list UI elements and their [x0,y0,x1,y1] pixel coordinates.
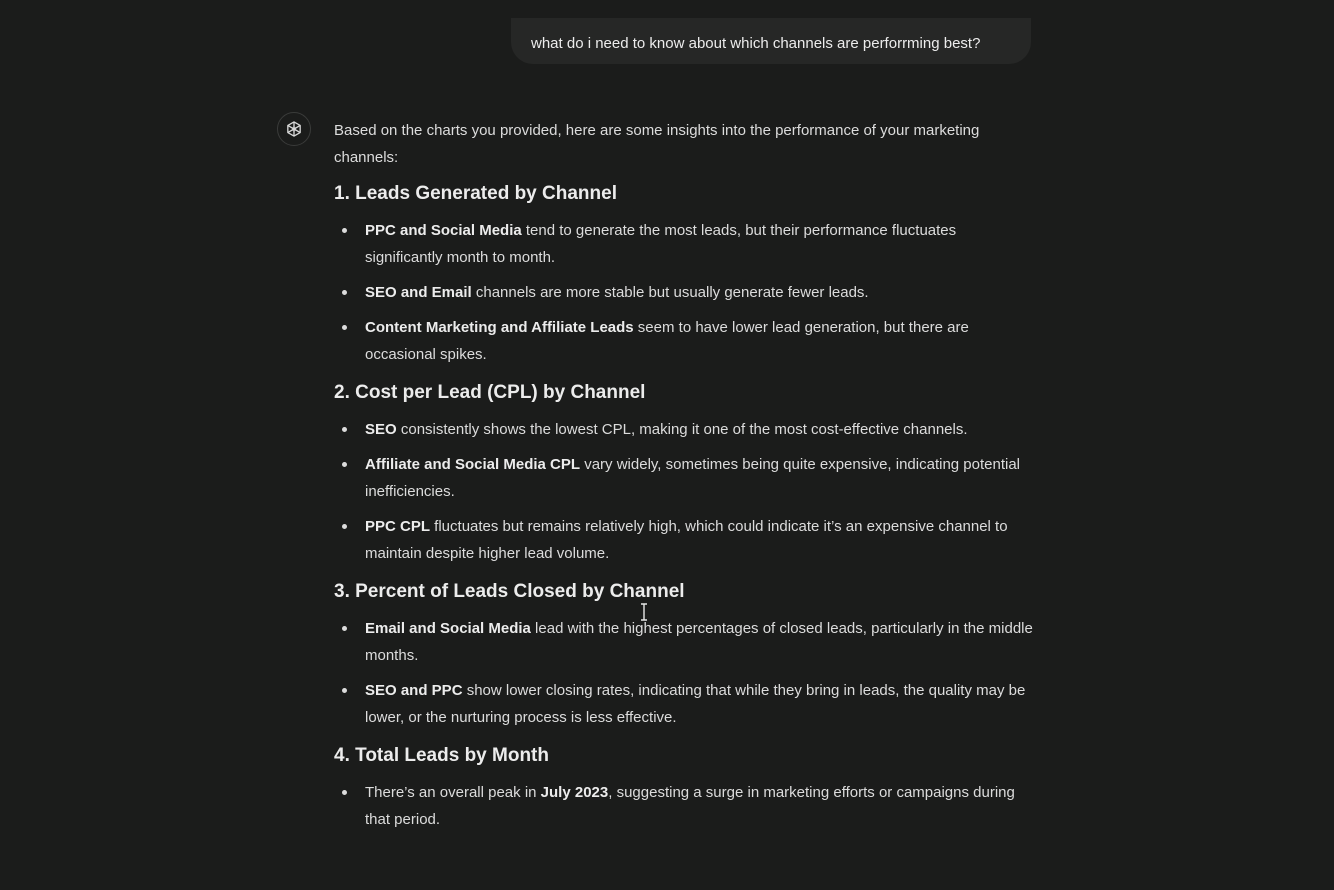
list-item-text: tend to generate the most leads, but their performance fluctuates significantly month to month. [365,222,957,266]
list-item-bold: SEO and Email [365,284,472,301]
user-message-text: what do i need to know about which channels are perforrming best? [531,35,981,52]
section-heading-cpl: 2. Cost per Lead (CPL) by Channel [334,382,646,403]
list-item-bold: SEO [365,421,397,438]
list-item [365,451,1034,505]
section-heading-total-leads: 4. Total Leads by Month [334,745,549,766]
list-item [365,513,1034,567]
list-item [365,677,1034,731]
list-item-text: , suggesting a surge in marketing efforts or campaigns during that period. [365,784,1015,828]
list-item-text: channels are more stable but usually generate fewer leads. [471,284,869,301]
list-item-text: consistently shows the lowest CPL, making it one of the most cost-effective channels. [396,421,968,438]
list-item [365,279,1034,306]
list-item-bold: SEO and PPC [365,682,463,699]
list-item-bold: July 2023 [540,784,609,801]
text-cursor-icon [638,603,650,621]
user-message-bubble [511,18,1031,64]
list-item-prefix: There’s an overall peak in [365,784,541,801]
list-item-bold: PPC and Social Media [365,222,522,239]
list-item-text: lead with the highest percentages of closed leads, particularly in the middle months. [365,620,1033,664]
section-list-total-leads [334,779,1034,833]
section-list-percent-closed [334,615,1034,731]
list-item-text: show lower closing rates, indicating that while they bring in leads, the quality may be lower, or the nurturing process is less effective. [365,682,1026,726]
list-item-bold: Email and Social Media [365,620,531,637]
list-item-bold: Affiliate and Social Media CPL [365,456,581,473]
list-item [365,217,1034,271]
list-item-bold: Content Marketing and Affiliate Leads [365,319,634,336]
list-item [365,779,1034,833]
list-item [365,615,1034,669]
section-heading-leads-generated: 1. Leads Generated by Channel [334,183,617,204]
list-item-bold: PPC CPL [365,518,431,535]
section-list-cpl [334,416,1034,567]
section-heading-percent-closed: 3. Percent of Leads Closed by Channel [334,581,685,602]
list-item-text: seem to have lower lead generation, but there are occasional spikes. [365,319,969,363]
list-item-text: fluctuates but remains relatively high, which could indicate it’s an expensive channel to maintain despite higher lead volume. [365,518,1008,562]
list-item [365,314,1034,368]
list-item-text: vary widely, sometimes being quite expensive, indicating potential inefficiencies. [365,456,1021,500]
list-item [365,416,1034,443]
openai-logo-icon [284,119,304,139]
assistant-avatar [277,112,311,146]
section-list-leads-generated [334,217,1034,368]
response-intro: Based on the charts you provided, here are some insights into the performance of your marketing channels: [334,122,980,166]
assistant-response [334,117,1034,845]
